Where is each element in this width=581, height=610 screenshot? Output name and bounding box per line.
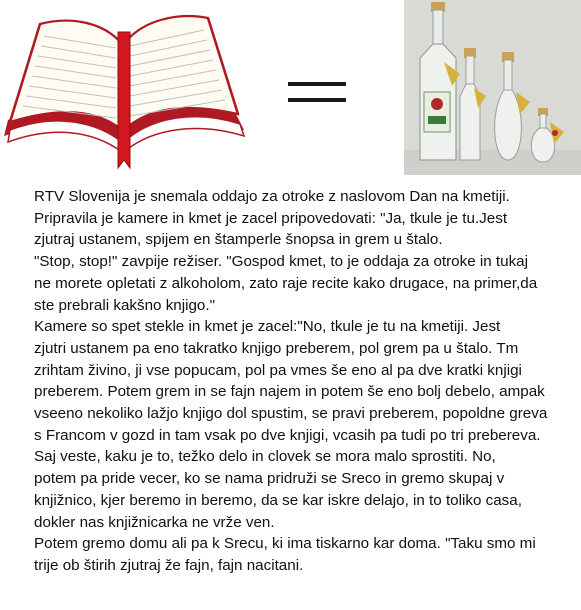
story-line: trije ob štirih zjutraj že fajn, fajn nacitani. (34, 556, 304, 574)
story-line: zjutri ustanem pa eno takratko knjigo preberem, pol grem pa u štalo. Tm (34, 339, 519, 357)
story-line: vseeno nekoliko lažjo knjigo dol spustim, se pravi preberem, popoldne greva (34, 405, 548, 423)
story-line: potem pa pride vecer, ko se nama pridruži se Sreco in gremo skupaj v (34, 470, 505, 488)
equals-sign-icon (288, 78, 346, 106)
story-line: zrihtam živino, ji vse popucam, pol pa vmes še eno al pa dve kratki knjigi (34, 361, 522, 379)
story-line: s Francom v gozd in tam vsak po dve knjigi, vcasih pa tudi po tri prebereva. (34, 426, 541, 444)
story-line: Saj veste, kaku je to, težko delo in clovek se mora malo sprostiti. No, (34, 448, 496, 466)
story-line: "Stop, stop!" zavpije režiser. "Gospod kmet, to je oddaja za otroke in tukaj (34, 253, 528, 271)
story-line: knjižnico, kjer beremo in beremo, da se kar iskre delajo, in to toliko casa, (34, 491, 522, 509)
story-line: Pripravila je kamere in kmet je zacel pripovedovati: "Ja, tkule je tu.Jest (34, 209, 508, 227)
story-text (34, 186, 574, 577)
story-line: ste prebrali kakšno knjigo." (34, 296, 215, 314)
bookmark-ribbon-icon (118, 32, 130, 168)
story-line: Potem gremo domu ali pa k Srecu, ki ima tiskarno kar doma. "Taku smo mi (34, 535, 536, 553)
story-line: zjutraj ustanem, spijem en štamperle šnopsa in grem u štalo. (34, 231, 443, 249)
open-book-icon (0, 2, 250, 170)
equals-bottom-bar (288, 98, 346, 102)
story-line: RTV Slovenija je snemala oddajo za otroke z naslovom Dan na kmetiji. (34, 188, 510, 205)
story-line: Kamere so spet stekle in kmet je zacel:"No, tkule je tu na kmetiji. Jest (34, 318, 501, 336)
story-line: dokler nas knjižnicarka ne vrže ven. (34, 513, 275, 531)
schnapps-bottles-photo (404, 0, 581, 175)
equals-top-bar (288, 82, 346, 86)
story-line: preberem. Potem grem in se fajn najem in potem še eno bolj debelo, ampak (34, 383, 545, 401)
story-line: ne morete opletati z alkoholom, zato raje recite kako drugace, na primer,da (34, 274, 538, 292)
